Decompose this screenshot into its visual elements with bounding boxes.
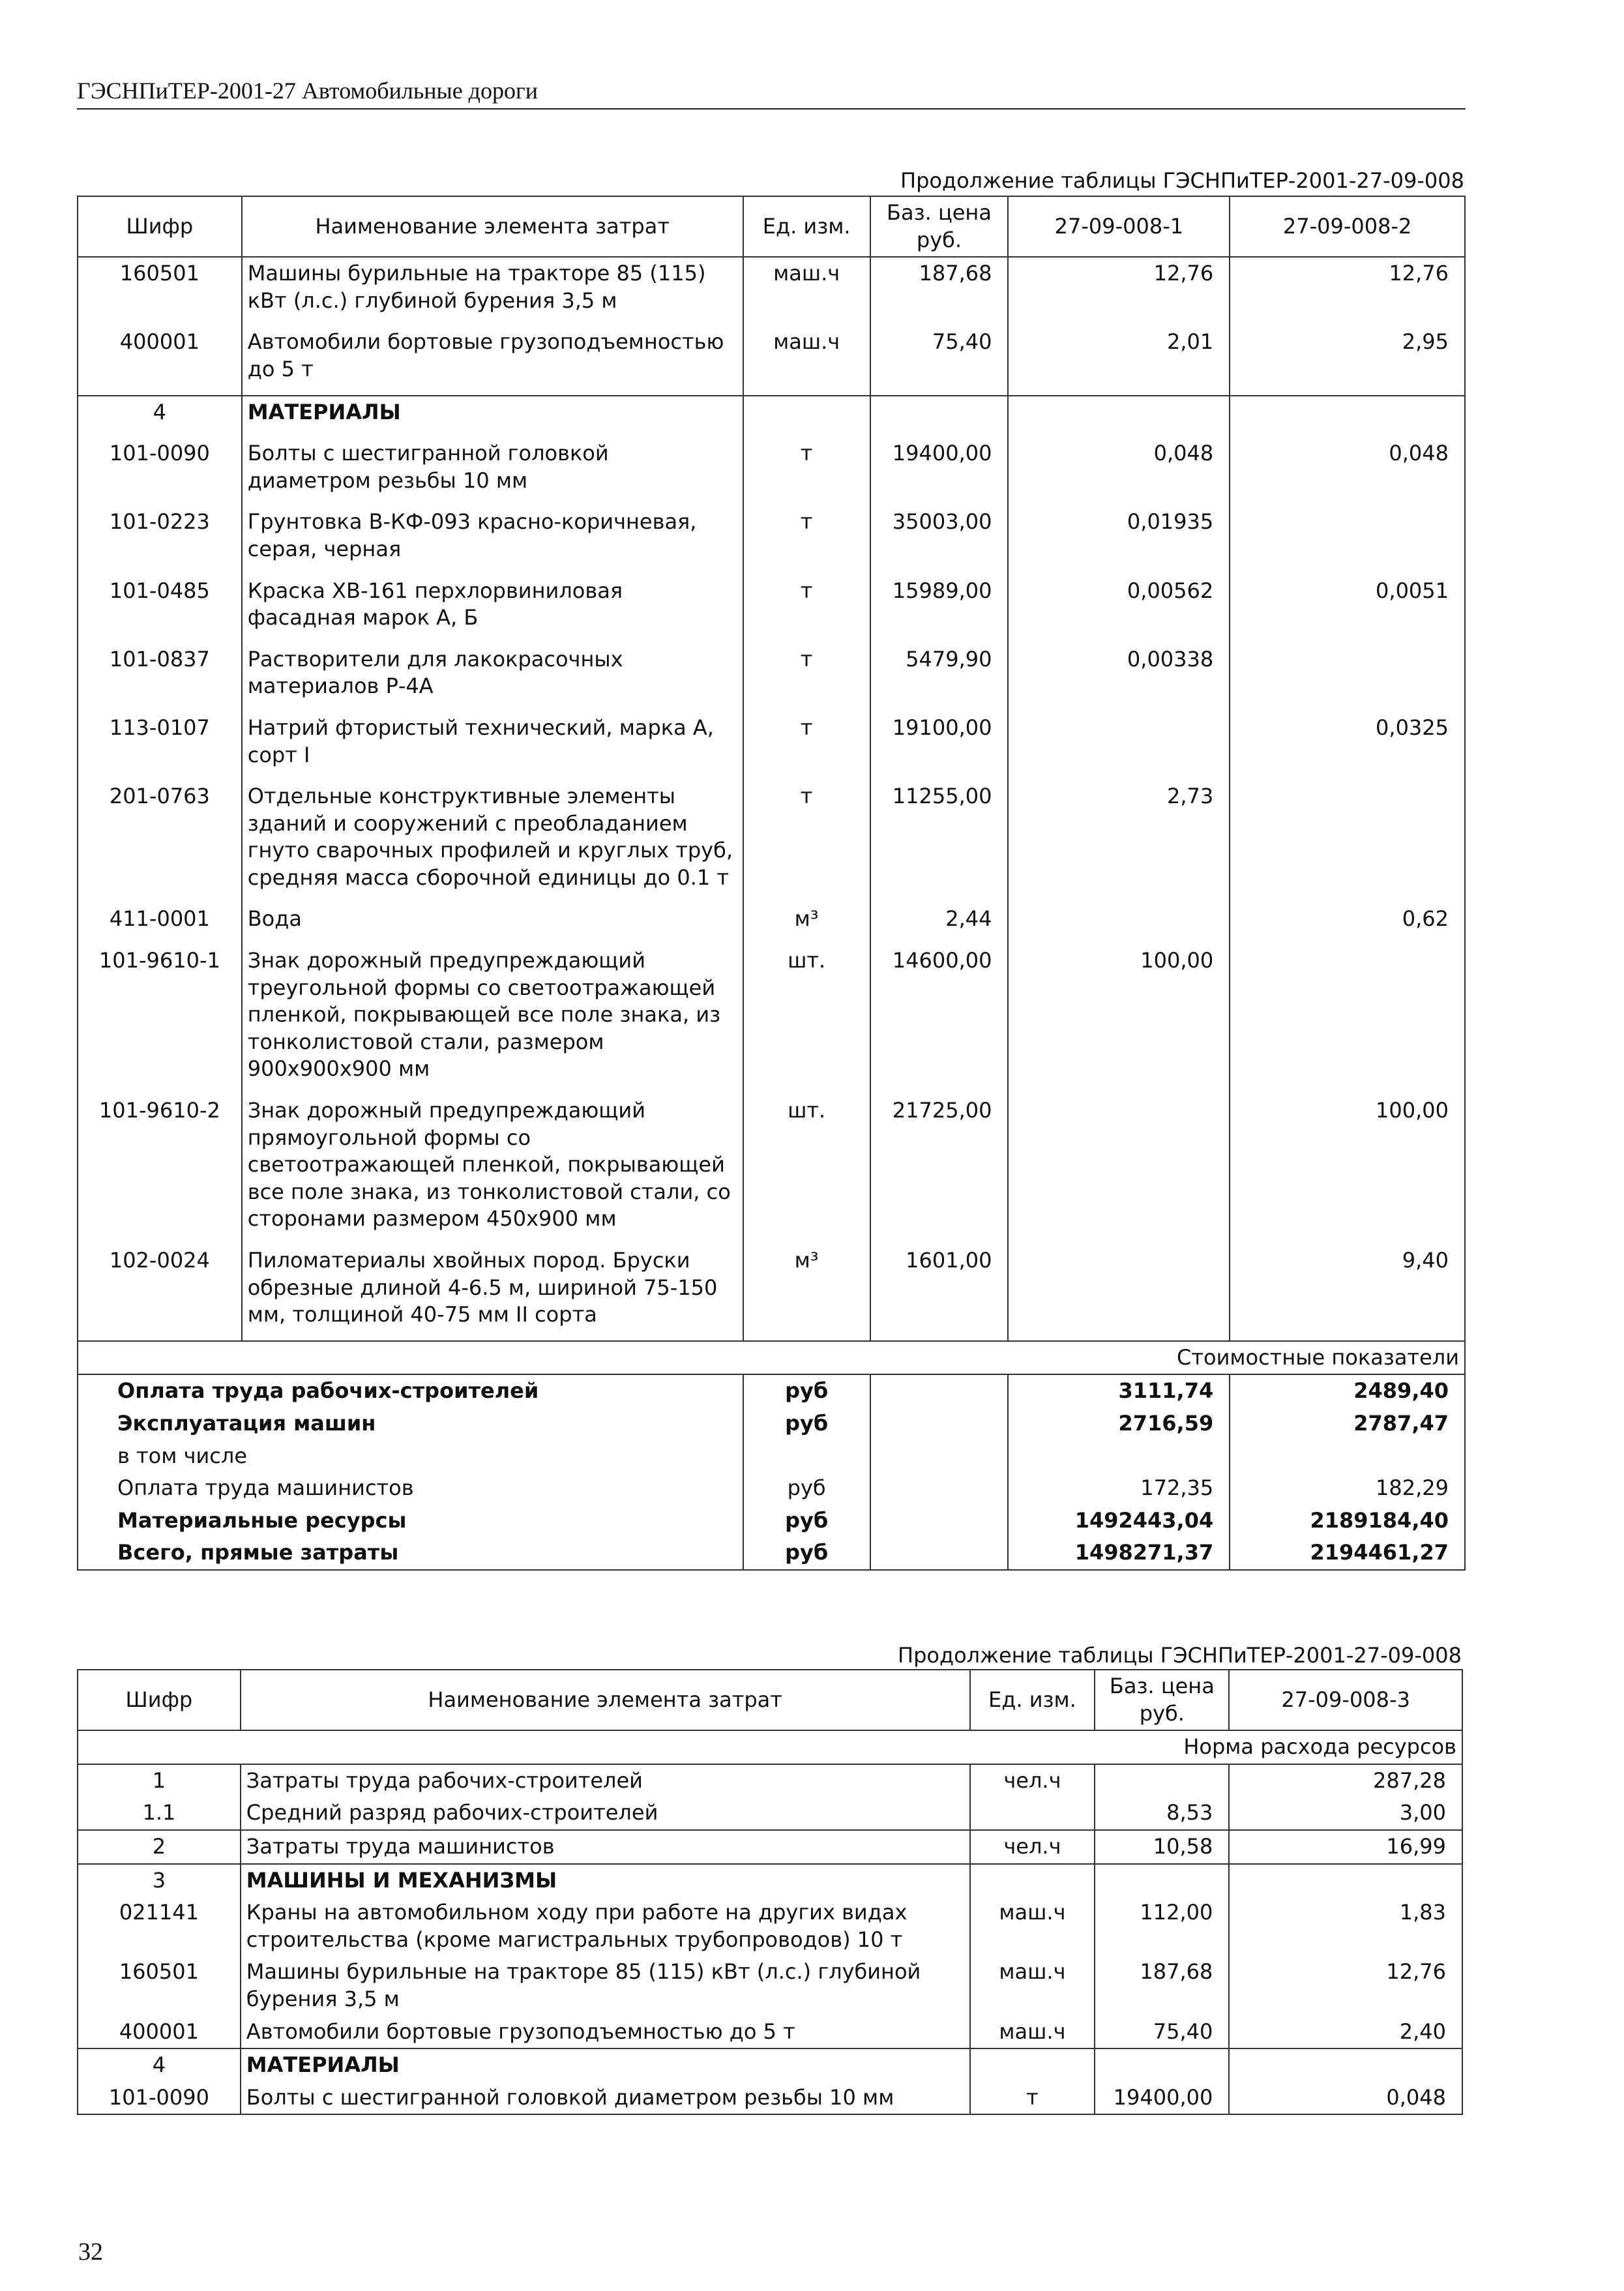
cell-value-1: 0,00562 <box>1008 575 1230 643</box>
cell-value-1: 0,01935 <box>1008 506 1230 574</box>
cell-code: 400001 <box>78 326 242 395</box>
cell-unit: маш.ч <box>743 326 870 395</box>
table-row <box>78 1956 1462 2015</box>
page-header: ГЭСНПиТЕР-2001-27 Автомобильные дороги <box>77 77 1466 110</box>
cell-price: 1601,00 <box>870 1245 1009 1341</box>
cell-code: 101-9610-1 <box>78 945 242 1095</box>
cell-value-1 <box>1008 396 1230 438</box>
cell-price: 187,68 <box>1095 1956 1229 2015</box>
table-row <box>78 1245 1465 1341</box>
table-caption-1: Продолжение таблицы ГЭСНПиТЕР-2001-27-09-008 <box>900 168 1464 193</box>
cell-code: 4 <box>78 2048 241 2082</box>
cell-unit <box>970 2048 1095 2082</box>
summary-row <box>78 1537 1465 1570</box>
cell-code: 201-0763 <box>78 780 242 903</box>
cell-price: 2,44 <box>870 903 1009 945</box>
cell-price: 19400,00 <box>1095 2082 1229 2115</box>
table-row <box>78 575 1465 643</box>
cell-unit: маш.ч <box>743 257 870 326</box>
cell-name: Вода <box>242 903 743 945</box>
cell-price <box>1095 2048 1229 2082</box>
summary-value-1: 3111,74 <box>1008 1374 1230 1408</box>
cell-value-1 <box>1008 1245 1230 1341</box>
summary-value-2: 2189184,40 <box>1230 1505 1465 1537</box>
summary-empty <box>870 1408 1009 1440</box>
table-row <box>78 1830 1462 1864</box>
cell-price: 15989,00 <box>870 575 1009 643</box>
cell-unit: т <box>743 780 870 903</box>
cell-value-1 <box>1008 903 1230 945</box>
cell-unit: маш.ч <box>970 2016 1095 2049</box>
cell-value-2 <box>1230 643 1465 712</box>
table-row <box>78 1764 1462 1797</box>
cell-unit: т <box>743 643 870 712</box>
summary-title: Стоимостные показатели <box>78 1341 1465 1375</box>
resource-table-2 <box>77 1669 1463 2115</box>
summary-empty <box>870 1440 1009 1473</box>
summary-unit: руб <box>743 1408 870 1440</box>
cell-name: Болты с шестигранной головкой диаметром резьбы 10 мм <box>241 2082 970 2115</box>
cell-code: 101-0090 <box>78 2082 241 2115</box>
cell-code: 400001 <box>78 2016 241 2049</box>
summary-unit: руб <box>743 1472 870 1505</box>
cell-name: Грунтовка В-КФ-093 красно-коричневая, серая, черная <box>242 506 743 574</box>
cell-code: 1.1 <box>78 1797 241 1830</box>
cell-price: 11255,00 <box>870 780 1009 903</box>
summary-row <box>78 1440 1465 1473</box>
cell-name: Растворители для лакокрасочных материалов Р-4А <box>242 643 743 712</box>
cell-value-1: 0,048 <box>1008 437 1230 506</box>
cell-unit: т <box>743 437 870 506</box>
page-number: 32 <box>78 2238 103 2266</box>
cell-name: МАШИНЫ И МЕХАНИЗМЫ <box>241 1864 970 1897</box>
cell-name: Краска ХВ-161 перхлорвиниловая фасадная марок А, Б <box>242 575 743 643</box>
cell-unit: чел.ч <box>970 1830 1095 1864</box>
cell-unit: шт. <box>743 945 870 1095</box>
table-caption-2: Продолжение таблицы ГЭСНПиТЕР-2001-27-09-008 <box>898 1643 1462 1668</box>
cell-name: Болты с шестигранной головкой диаметром резьбы 10 мм <box>242 437 743 506</box>
cell-price: 187,68 <box>870 257 1009 326</box>
cell-unit <box>743 396 870 438</box>
cell-unit: чел.ч <box>970 1764 1095 1797</box>
table-row <box>78 903 1465 945</box>
summary-title-row <box>78 1341 1465 1375</box>
cell-name: Затраты труда машинистов <box>241 1830 970 1864</box>
cell-price: 19100,00 <box>870 712 1009 780</box>
cell-code: 4 <box>78 396 242 438</box>
cell-code: 101-0485 <box>78 575 242 643</box>
summary-value-2: 2194461,27 <box>1230 1537 1465 1570</box>
cell-value-3: 0,048 <box>1229 2082 1462 2115</box>
table-row <box>78 643 1465 712</box>
summary-row <box>78 1408 1465 1440</box>
cell-code: 101-9610-2 <box>78 1095 242 1245</box>
table-header-row <box>78 196 1465 257</box>
cell-value-3: 3,00 <box>1229 1797 1462 1830</box>
table-row <box>78 2016 1462 2049</box>
table-row <box>78 257 1465 326</box>
cell-price: 21725,00 <box>870 1095 1009 1245</box>
summary-unit: руб <box>743 1374 870 1408</box>
cell-price: 35003,00 <box>870 506 1009 574</box>
summary-label: Всего, прямые затраты <box>78 1537 743 1570</box>
table-row <box>78 945 1465 1095</box>
cell-value-3: 1,83 <box>1229 1897 1462 1956</box>
cell-value-1: 2,73 <box>1008 780 1230 903</box>
summary-empty <box>870 1505 1009 1537</box>
col-unit: Ед. изм. <box>743 196 870 257</box>
summary-value-1 <box>1008 1440 1230 1473</box>
summary-label: в том числе <box>78 1440 743 1473</box>
col-price: Баз. цена руб. <box>1095 1670 1229 1730</box>
col-code: Шифр <box>78 196 242 257</box>
cell-name: Машины бурильные на тракторе 85 (115) кВт (л.с.) глубиной бурения 3,5 м <box>241 1956 970 2015</box>
norm-title-row <box>78 1730 1462 1764</box>
cell-value-3 <box>1229 1864 1462 1897</box>
summary-value-2 <box>1230 1440 1465 1473</box>
cell-name: Знак дорожный предупреждающий прямоугольной формы со светоотражающей пленкой, покрывающей все поле знака, из тонколистовой стали, со сторонами размером 450х900 мм <box>242 1095 743 1245</box>
cell-value-2: 100,00 <box>1230 1095 1465 1245</box>
table-row <box>78 2048 1462 2082</box>
cell-value-3 <box>1229 2048 1462 2082</box>
cell-code: 021141 <box>78 1897 241 1956</box>
cell-price: 19400,00 <box>870 437 1009 506</box>
cell-code: 101-0837 <box>78 643 242 712</box>
table-row <box>78 1095 1465 1245</box>
table-row <box>78 506 1465 574</box>
summary-label: Оплата труда рабочих-строителей <box>78 1374 743 1408</box>
cell-price: 14600,00 <box>870 945 1009 1095</box>
table-row <box>78 2082 1462 2115</box>
table-row <box>78 712 1465 780</box>
cell-price: 75,40 <box>870 326 1009 395</box>
summary-value-2: 2787,47 <box>1230 1408 1465 1440</box>
summary-empty <box>870 1472 1009 1505</box>
cell-code: 411-0001 <box>78 903 242 945</box>
cell-value-2: 0,0325 <box>1230 712 1465 780</box>
summary-value-2: 2489,40 <box>1230 1374 1465 1408</box>
cell-unit: т <box>743 712 870 780</box>
cell-value-1 <box>1008 1095 1230 1245</box>
summary-value-1: 1498271,37 <box>1008 1537 1230 1570</box>
col-unit: Ед. изм. <box>970 1670 1095 1730</box>
cell-value-2 <box>1230 396 1465 438</box>
cell-price <box>1095 1764 1229 1797</box>
cell-code: 160501 <box>78 257 242 326</box>
cell-value-3: 2,40 <box>1229 2016 1462 2049</box>
cell-name: Краны на автомобильном ходу при работе на других видах строительства (кроме магистральных трубопроводов) 10 т <box>241 1897 970 1956</box>
col-v2: 27-09-008-2 <box>1230 196 1465 257</box>
cell-value-3: 16,99 <box>1229 1830 1462 1864</box>
col-name: Наименование элемента затрат <box>242 196 743 257</box>
cell-unit: шт. <box>743 1095 870 1245</box>
cell-value-1: 0,00338 <box>1008 643 1230 712</box>
cell-name: Пиломатериалы хвойных пород. Бруски обрезные длиной 4-6.5 м, шириной 75-150 мм, толщиной 40-75 мм II сорта <box>242 1245 743 1341</box>
summary-label: Эксплуатация машин <box>78 1408 743 1440</box>
cell-code: 101-0090 <box>78 437 242 506</box>
cell-value-2: 0,048 <box>1230 437 1465 506</box>
summary-row <box>78 1505 1465 1537</box>
summary-value-1: 2716,59 <box>1008 1408 1230 1440</box>
cell-name: Натрий фтористый технический, марка А, сорт I <box>242 712 743 780</box>
col-name: Наименование элемента затрат <box>241 1670 970 1730</box>
cell-value-2 <box>1230 945 1465 1095</box>
table-row <box>78 1864 1462 1897</box>
cell-price: 8,53 <box>1095 1797 1229 1830</box>
cell-price: 5479,90 <box>870 643 1009 712</box>
cell-unit <box>970 1864 1095 1897</box>
summary-empty <box>870 1537 1009 1570</box>
summary-empty <box>870 1374 1009 1408</box>
summary-row <box>78 1374 1465 1408</box>
summary-value-2: 182,29 <box>1230 1472 1465 1505</box>
cell-value-2: 12,76 <box>1230 257 1465 326</box>
cell-name: Затраты труда рабочих-строителей <box>241 1764 970 1797</box>
cell-code: 113-0107 <box>78 712 242 780</box>
table-row <box>78 437 1465 506</box>
table-row <box>78 326 1465 395</box>
cell-name: Знак дорожный предупреждающий треугольной формы со светоотражающей пленкой, покрывающей все поле знака, из тонколистовой стали, размером 900х900х900 мм <box>242 945 743 1095</box>
cell-code: 3 <box>78 1864 241 1897</box>
cell-unit: маш.ч <box>970 1897 1095 1956</box>
summary-label: Материальные ресурсы <box>78 1505 743 1537</box>
cell-unit: т <box>743 575 870 643</box>
cell-code: 2 <box>78 1830 241 1864</box>
cell-name: МАТЕРИАЛЫ <box>241 2048 970 2082</box>
summary-value-1: 172,35 <box>1008 1472 1230 1505</box>
cell-name: Машины бурильные на тракторе 85 (115) кВт (л.с.) глубиной бурения 3,5 м <box>242 257 743 326</box>
table-header-row <box>78 1670 1462 1730</box>
cell-code: 101-0223 <box>78 506 242 574</box>
cell-code: 102-0024 <box>78 1245 242 1341</box>
cell-price <box>1095 1864 1229 1897</box>
cell-unit: маш.ч <box>970 1956 1095 2015</box>
col-price: Баз. цена руб. <box>870 196 1009 257</box>
col-v3: 27-09-008-3 <box>1229 1670 1462 1730</box>
resource-table-1 <box>77 196 1466 1571</box>
cell-name: Средний разряд рабочих-строителей <box>241 1797 970 1830</box>
cell-code: 1 <box>78 1764 241 1797</box>
table-row <box>78 1797 1462 1830</box>
table-row <box>78 780 1465 903</box>
summary-row <box>78 1472 1465 1505</box>
cell-value-1: 2,01 <box>1008 326 1230 395</box>
cell-price: 75,40 <box>1095 2016 1229 2049</box>
summary-unit <box>743 1440 870 1473</box>
cell-name: Автомобили бортовые грузоподъемностью до 5 т <box>242 326 743 395</box>
cell-value-2: 0,62 <box>1230 903 1465 945</box>
cell-code: 160501 <box>78 1956 241 2015</box>
cell-name: МАТЕРИАЛЫ <box>242 396 743 438</box>
cell-value-2: 9,40 <box>1230 1245 1465 1341</box>
col-v1: 27-09-008-1 <box>1008 196 1230 257</box>
cell-value-2 <box>1230 780 1465 903</box>
cell-unit: м³ <box>743 903 870 945</box>
cell-unit: т <box>970 2082 1095 2115</box>
table-row <box>78 1897 1462 1956</box>
col-code: Шифр <box>78 1670 241 1730</box>
cell-value-3: 287,28 <box>1229 1764 1462 1797</box>
cell-value-2 <box>1230 506 1465 574</box>
cell-price: 112,00 <box>1095 1897 1229 1956</box>
cell-unit: м³ <box>743 1245 870 1341</box>
cell-name: Отдельные конструктивные элементы зданий и сооружений с преобладанием гнуто сварочных профилей и круглых труб, средняя масса сборочной единицы до 0.1 т <box>242 780 743 903</box>
summary-unit: руб <box>743 1537 870 1570</box>
cell-value-1: 100,00 <box>1008 945 1230 1095</box>
cell-value-1 <box>1008 712 1230 780</box>
cell-unit <box>970 1797 1095 1830</box>
table-row <box>78 396 1465 438</box>
summary-label: Оплата труда машинистов <box>78 1472 743 1505</box>
summary-value-1: 1492443,04 <box>1008 1505 1230 1537</box>
cell-price <box>870 396 1009 438</box>
summary-unit: руб <box>743 1505 870 1537</box>
cell-name: Автомобили бортовые грузоподъемностью до 5 т <box>241 2016 970 2049</box>
norm-title: Норма расхода ресурсов <box>78 1730 1462 1764</box>
cell-unit: т <box>743 506 870 574</box>
cell-value-2: 2,95 <box>1230 326 1465 395</box>
cell-value-1: 12,76 <box>1008 257 1230 326</box>
cell-value-2: 0,0051 <box>1230 575 1465 643</box>
cell-value-3: 12,76 <box>1229 1956 1462 2015</box>
cell-price: 10,58 <box>1095 1830 1229 1864</box>
